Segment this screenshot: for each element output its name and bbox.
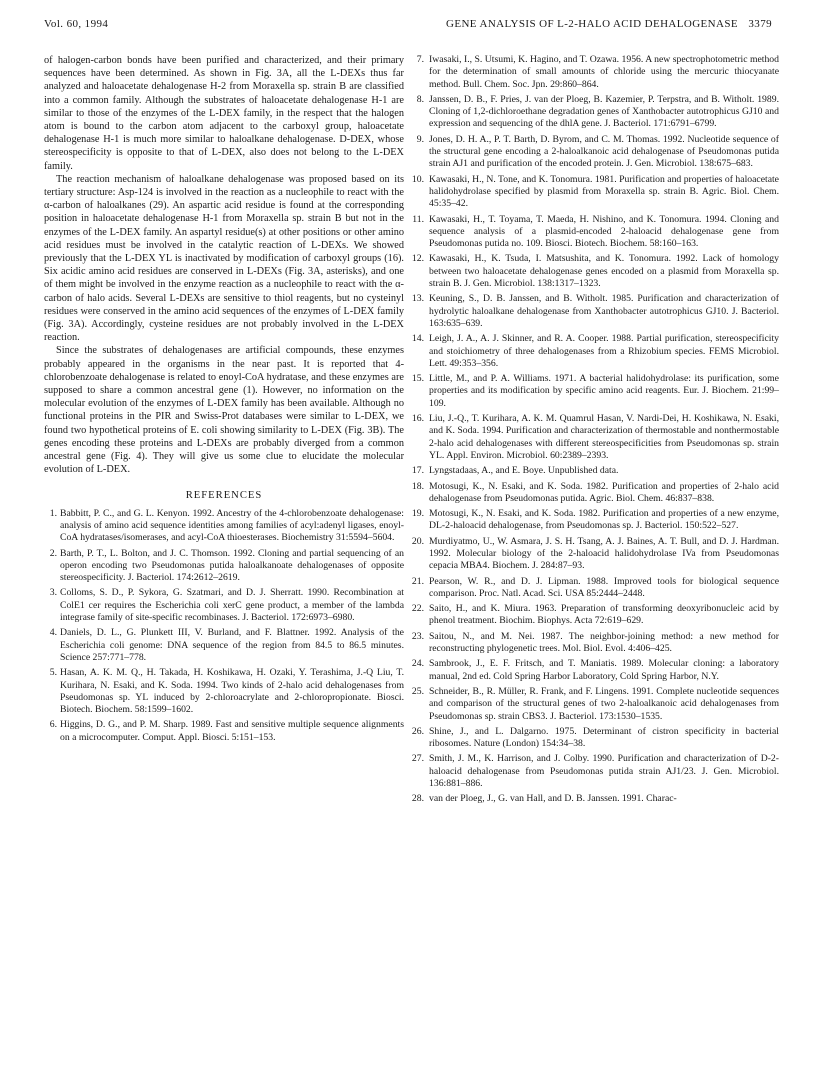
reference-number: 18. <box>411 480 424 492</box>
reference-number: 12. <box>411 253 424 265</box>
reference-text: Motosugi, K., N. Esaki, and K. Soda. 1982. Purification and properties of 2-halo acid dehalogenase from Pseudomonas putida. Agric. Biol. Chem. 46:837–838. <box>429 480 779 504</box>
reference-number: 5. <box>49 667 57 679</box>
reference-number: 23. <box>411 630 424 642</box>
reference-number: 19. <box>411 508 424 520</box>
right-column <box>409 54 779 809</box>
running-header <box>44 14 772 36</box>
reference-text: Kawasaki, H., T. Toyama, T. Maeda, H. Nishino, and K. Tonomura. 1994. Cloning and sequence analysis of a plasmid-encoded 2-haloacid dehalogenase gene from Pseudomonas putida no. 109. Biosci. Biotech. Biochem. 58:160–163. <box>429 213 779 250</box>
reference-number: 17. <box>411 465 424 477</box>
reference-list-right <box>409 54 779 806</box>
reference-number: 26. <box>411 725 424 737</box>
reference-text: Daniels, D. L., G. Plunkett III, V. Burland, and F. Blattner. 1992. Analysis of the Escherichia coli genome: DNA sequence of the region from 84.5 to 86.5 minutes. Science 257:771–778. <box>60 627 404 663</box>
reference-number: 21. <box>411 575 424 587</box>
reference-number: 16. <box>411 413 424 425</box>
reference-entry <box>409 658 779 683</box>
references-heading: REFERENCES <box>185 489 263 501</box>
reference-number: 6. <box>49 719 57 731</box>
reference-text: Keuning, S., D. B. Janssen, and B. Witholt. 1985. Purification and characterization of hydrolytic haloalkane dehalogenase from Xanthobacter autotrophicus GJ10. J. Bacteriol. 163:635–639. <box>429 293 779 329</box>
reference-entry <box>409 793 779 805</box>
reference-text: van der Ploeg, J., G. van Hall, and D. B. Janssen. 1991. Charac- <box>429 793 677 805</box>
reference-entry <box>409 603 779 628</box>
reference-entry <box>409 253 779 290</box>
reference-text: Higgins, D. G., and P. M. Sharp. 1989. Fast and sensitive multiple sequence alignments on a microcomputer. Comput. Appl. Biosci. 5:151–153. <box>60 719 404 743</box>
reference-number: 28. <box>411 793 424 805</box>
reference-entry <box>44 548 404 585</box>
reference-number: 13. <box>411 293 424 305</box>
reference-entry <box>409 333 779 370</box>
reference-number: 8. <box>416 93 424 105</box>
reference-entry <box>44 508 404 545</box>
reference-entry <box>44 719 404 744</box>
page-number: 3379 <box>748 18 772 30</box>
reference-text: Barth, P. T., L. Bolton, and J. C. Thomson. 1992. Cloning and partial sequencing of an operon encoding two Pseudomonas putida haloalkanoate dehalogenases of opposite stereospecificity. J. Bacteriol. 174:2612–2619. <box>60 547 404 584</box>
reference-text: Kawasaki, H., K. Tsuda, I. Matsushita, and K. Tonomura. 1992. Lack of homology between two haloacetate dehalogenase genes encoded on a plasmid from Moraxella sp. strain B. J. Gen. Microbiol. 138:1317–1323. <box>429 253 779 290</box>
reference-text: Murdiyatmo, U., W. Asmara, J. S. H. Tsang, A. J. Baines, A. T. Bull, and D. J. Hardman. 1992. Molecular biology of the 2-haloacid halidohydrolase IVa from Pseudomonas cepacia MBA4. Biochem. J. 284:87–93. <box>429 535 779 572</box>
reference-entry <box>409 576 779 601</box>
reference-entry <box>44 587 404 624</box>
reference-entry <box>44 627 404 664</box>
reference-text: Little, M., and P. A. Williams. 1971. A bacterial halidohydrolase: its purification, some properties and its modification by specific amino acid reagents. Eur. J. Biochem. 21:99–109. <box>429 373 779 409</box>
body-paragraph: Since the substrates of dehalogenases are artificial compounds, these enzymes probably appeared in the organisms in the near past. It is reported that 4-chlorobenzoate dehalogenase is related to enoyl-CoA hydratase, and these enzymes are supposed to share a common ancestral gene (1). However, no information on the molecular evolution of the enzymes of L-DEX family has been available. Although no functional proteins in the PIR and Swiss-Prot databases were similar to L-DEX, we found two hypothetical proteins of E. coli showing similarity to L-DEX (Fig. 3B). The genes encoding these proteins and L-DEXs are probably diverged from a common ancestral gene (Fig. 4). They will give us some clue to elucidate the molecular evolution of L-DEX. <box>44 345 404 476</box>
reference-number: 20. <box>411 535 424 547</box>
reference-entry <box>44 667 404 716</box>
reference-entry <box>409 214 779 251</box>
reference-entry <box>409 373 779 410</box>
reference-text: Smith, J. M., K. Harrison, and J. Colby. 1990. Purification and characterization of D-2-haloacid dehalogenase from Pseudomonas putida strain AJ1/23. J. Gen. Microbiol. 136:881–886. <box>429 753 779 790</box>
reference-number: 3. <box>49 587 57 599</box>
reference-list-left <box>44 508 404 744</box>
reference-text: Saitou, N., and M. Nei. 1987. The neighbor-joining method: a new method for reconstructing phylogenetic trees. Mol. Biol. Evol. 4:406–425. <box>429 630 779 655</box>
reference-number: 7. <box>416 54 424 65</box>
reference-entry <box>409 54 779 91</box>
reference-number: 14. <box>411 333 424 345</box>
reference-entry <box>409 536 779 573</box>
reference-entry <box>409 508 779 533</box>
reference-text: Leigh, J. A., A. J. Skinner, and R. A. Cooper. 1988. Partial purification, stereospecificity and stoichiometry of three dehalogenases from a Rhizobium species. FEMS Microbiol. Lett. 49:353–356. <box>429 333 779 369</box>
reference-entry <box>409 631 779 656</box>
reference-text: Colloms, S. D., P. Sykora, G. Szatmari, and D. J. Sherratt. 1990. Recombination at ColE1 cer requires the Escherichia coli xerC gene product, a member of the lambda integrase family of site-specific recombinases. J. Bacteriol. 172:6973–6980. <box>60 587 404 624</box>
reference-text: Liu, J.-Q., T. Kurihara, A. K. M. Quamrul Hasan, V. Nardi-Dei, H. Koshikawa, N. Esaki, and K. Soda. 1994. Purification and characterization of thermostable and nonthermostable 2-halo acid dehalogenases with different stereospecificities from Pseudomonas sp. strain YL. Appl. Environ. Microbiol. 60:2389–2393. <box>429 413 779 461</box>
reference-text: Lyngstadaas, A., and E. Boye. Unpublished data. <box>429 465 619 477</box>
reference-text: Iwasaki, I., S. Utsumi, K. Hagino, and T. Ozawa. 1956. A new spectrophotometric method for the determination of small amounts of chloride using the mercuric thiocyanate method. Bull. Chem. Soc. Jpn. 29:860–864. <box>429 54 779 90</box>
reference-text: Shine, J., and L. Dalgarno. 1975. Determinant of cistron specificity in bacterial ribosomes. Nature (London) 154:34–38. <box>429 725 779 750</box>
reference-entry <box>409 753 779 790</box>
reference-number: 22. <box>411 603 424 615</box>
reference-text: Janssen, D. B., F. Pries, J. van der Ploeg, B. Kazemier, P. Terpstra, and B. Witholt. 1989. Cloning of 1,2-dichloroethane degradation genes of Xanthobacter autotrophicus GJ10 and expression and sequencing of the dhlA gene. J. Bacteriol. 171:6791–6799. <box>429 93 779 130</box>
body-paragraph: The reaction mechanism of haloalkane dehalogenase was proposed based on its tertiary structure: Asp-124 is involved in the reaction as a nucleophile to react with the α-carbon of haloalkanes (29). An aspartic acid residue is found at the corresponding position in haloacetate dehalogenase H-1 from Moraxella sp. strain B but not in the enzymes of the L-DEX family. An aspartyl residue(s) at other positions or other amino acid residues must be involved in the catalytic reaction of L-DEXs. We showed previously that the L-DEX YL is inactivated by modification of carboxyl groups (16). Six acidic amino acid residues are conserved in L-DEXs (Fig. 3A, asterisks), and one of them might be involved in the enzyme reaction as a nucleophile to react with the α-carbon of halo acids. Several L-DEXs are sensitive to thiol reagents, but no cysteinyl residues were conserved in the amino acid sequences of the enzymes of L-DEX family (Fig. 3A). Accordingly, cysteine residues are not probably involved in the L-DEX reaction. <box>44 173 404 344</box>
reference-entry <box>409 413 779 462</box>
reference-number: 15. <box>411 373 424 385</box>
reference-number: 9. <box>416 133 424 145</box>
reference-entry <box>409 134 779 171</box>
reference-number: 25. <box>411 685 424 697</box>
reference-text: Hasan, A. K. M. Q., H. Takada, H. Koshikawa, H. Ozaki, Y. Terashima, J.-Q Liu, T. Kurihara, N. Esaki, and K. Soda. 1994. Two kinds of 2-halo acid dehalogenases from Pseudomonas sp. YL induced by 2-chloroacrylate and 2-chloropropionate. Biosci. Biotech. Biochem. 58:1599–1602. <box>60 667 404 716</box>
running-title: GENE ANALYSIS OF L-2-HALO ACID DEHALOGENASE <box>446 18 739 30</box>
body-paragraph: of halogen-carbon bonds have been purified and characterized, and their primary sequences have been determined. As shown in Fig. 3A, all the L-DEXs thus far analyzed and haloacetate dehalogenase H-2 from Moraxella sp. strain B are classified into a common family. Although the substrates of haloacetate dehalogenase H-1 are similar to those of the enzymes of the L-DEX family, in the respect that the halogen atom is bound to the carbon atom adjacent to the carboxyl group, haloacetate dehalogenase H-1 is much more similar to haloalkane dehalogenase. D-DEX, whose stereospecificity is opposite to that of L-DEX, also does not belong to the L-DEX family. <box>44 55 404 172</box>
reference-entry <box>409 465 779 477</box>
reference-entry <box>409 481 779 506</box>
reference-number: 27. <box>411 753 424 765</box>
reference-number: 24. <box>411 658 424 670</box>
reference-text: Pearson, W. R., and D. J. Lipman. 1988. Improved tools for biological sequence comparison. Proc. Natl. Acad. Sci. USA 85:2444–2448. <box>429 575 779 599</box>
reference-entry <box>409 174 779 211</box>
volume-label: Vol. 60, 1994 <box>44 18 109 30</box>
reference-number: 11. <box>412 213 424 225</box>
reference-number: 4. <box>49 627 57 639</box>
left-column <box>44 54 404 747</box>
reference-number: 1. <box>49 507 57 519</box>
reference-number: 2. <box>49 547 57 559</box>
reference-text: Sambrook, J., E. F. Fritsch, and T. Maniatis. 1989. Molecular cloning: a laboratory manual, 2nd ed. Cold Spring Harbor Laboratory, Cold Spring Harbor, N.Y. <box>429 658 779 682</box>
reference-text: Motosugi, K., N. Esaki, and K. Soda. 1982. Purification and properties of a new enzyme, DL-2-haloacid dehalogenase, from Pseudomonas sp. J. Bacteriol. 150:522–527. <box>429 508 779 532</box>
reference-entry <box>409 726 779 751</box>
reference-entry <box>409 686 779 723</box>
reference-text: Kawasaki, H., N. Tone, and K. Tonomura. 1981. Purification and properties of haloacetate halidohydrolase specified by plasmid from Moraxella sp. strain B. Agric. Biol. Chem. 45:35–42. <box>429 173 779 210</box>
reference-entry <box>409 293 779 330</box>
reference-text: Jones, D. H. A., P. T. Barth, D. Byrom, and C. M. Thomas. 1992. Nucleotide sequence of the structural gene encoding a 2-haloalkanoic acid dehalogenase of Pseudomonas putida strain AJ1 and purification of the encoded protein. J. Gen. Microbiol. 138:675–683. <box>429 133 779 170</box>
reference-entry <box>409 94 779 131</box>
reference-text: Babbitt, P. C., and G. L. Kenyon. 1992. Ancestry of the 4-chlorobenzoate dehalogenase: analysis of amino acid sequence identities among families of acyl:adenyl ligases, enoyl-CoA hydratases/isomerases, and acyl-CoA thioesterases. Biochemistry 31:5594–5604. <box>60 507 404 544</box>
reference-number: 10. <box>411 173 424 185</box>
reference-text: Saito, H., and K. Miura. 1963. Preparation of transforming deoxyribonucleic acid by phenol treatment. Biochim. Biophys. Acta 72:619–629. <box>429 603 779 627</box>
reference-text: Schneider, B., R. Müller, R. Frank, and F. Lingens. 1991. Complete nucleotide sequences and comparison of the structural genes of two 2-haloalkanoic acid dehalogenases from Pseudomonas sp. strain CBS3. J. Bacteriol. 173:1530–1535. <box>429 685 779 722</box>
